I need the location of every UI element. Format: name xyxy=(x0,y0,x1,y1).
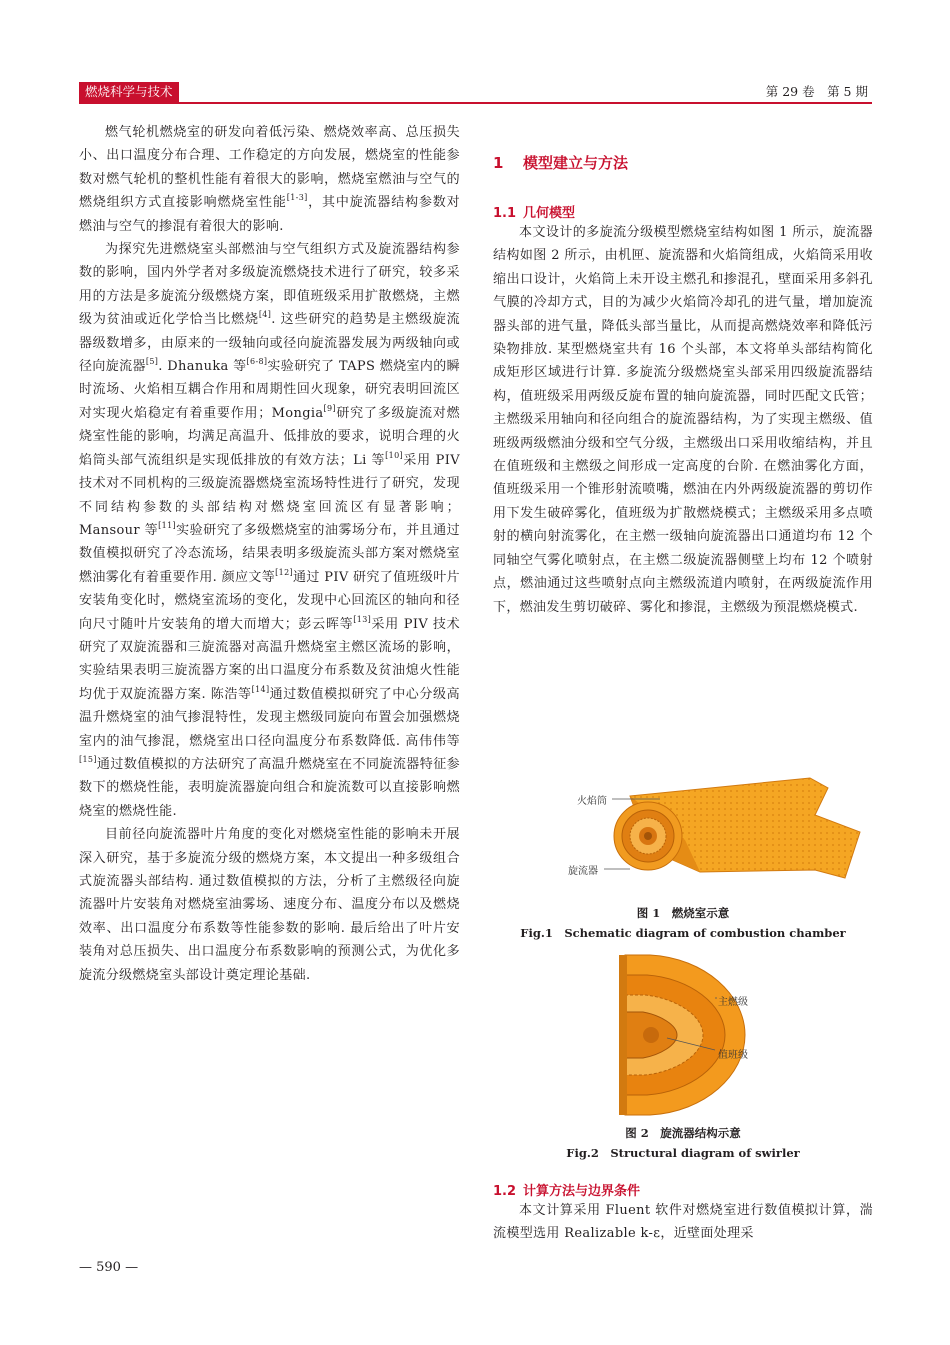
citation-ref: [14] xyxy=(251,684,270,694)
citation-ref: [6-8] xyxy=(246,357,268,367)
journal-name: 燃烧科学与技术 xyxy=(79,82,179,102)
header-rule xyxy=(79,102,872,104)
subsection-title: 几何模型 xyxy=(523,206,576,221)
citation-ref: [9] xyxy=(323,403,336,413)
citation-ref: [11] xyxy=(158,520,176,530)
citation-ref: [12] xyxy=(275,567,293,577)
figure-1-caption-cn: 图 1 燃烧室示意 xyxy=(636,906,730,920)
section-number: 1 xyxy=(493,154,504,172)
citation-ref: [1-3] xyxy=(286,193,308,203)
figure-1-caption-en: Fig.1 Schematic diagram of combustion chamber xyxy=(520,926,846,940)
liner-label: 火焰筒 xyxy=(577,796,607,807)
swirler-section-shape xyxy=(619,955,745,1115)
geometry-paragraph: 本文设计的多旋流分级模型燃烧室结构如图 1 所示，旋流器结构如图 2 所示，由机匣、旋流器和火焰筒组成，火焰筒采用收缩出口设计，火焰筒上未开设主燃孔和掺混孔，壁面采用多斜孔气膜的冷却方式，目的为减少火焰筒冷却孔的进气量，增加旋流器头部的进气量，降低头部当量比，从而提高燃烧效率和降低污染物排放. 某型燃烧室共有 16 个头部，本文将单头部结构简化成矩形区域进行计算. 多旋流分级燃烧室头部采用四级旋流器结构，值班级采用两级反旋布置的轴向旋流器，同时匹配文氏管；主燃级采用轴向和径向组合的旋流器结构，为了实现主燃级、值班级两级燃油分级和空气分级，主燃级出口采用收缩结构，并且在值班级和主燃级之间形成一定高度的台阶. 在燃油雾化方面，值班级采用一个锥形射流喷嘴，燃油在内外两级旋流器的剪切作用下发生破碎雾化，值班级为扩散燃烧模式；主燃级采用多点喷射的横向射流雾化，在主燃一级轴向旋流器出口通道均布 12 个同轴空气雾化喷射点，在主燃二级旋流器侧壁上均布 12 个喷射点，燃油通过这些喷射点向主燃级流道内喷射，在两级旋流作用下，燃油发生剪切破碎、雾化和掺混，主燃级为预混燃烧模式. xyxy=(493,225,873,615)
subsection-heading-1-1 xyxy=(493,202,575,221)
figure-2-caption-en: Fig.2 Structural diagram of swirler xyxy=(566,1146,800,1160)
section-heading-1 xyxy=(493,152,628,173)
figure-2-caption-cn: 图 2 旋流器结构示意 xyxy=(625,1126,741,1140)
citation-ref: [4] xyxy=(258,310,272,320)
method-paragraph: 本文计算采用 Fluent 软件对燃烧室进行数值模拟计算，湍流模型选用 Realizable k-ε，近壁面处理采 xyxy=(493,1203,873,1242)
right-column-para-2 xyxy=(493,1199,873,1246)
citation-ref: [10] xyxy=(385,450,403,460)
main-stage-label: 主燃级 xyxy=(718,997,748,1008)
section-title: 模型建立与方法 xyxy=(523,154,629,172)
swirler-shape xyxy=(614,802,682,870)
intro-paragraph-3: 目前径向旋流器叶片角度的变化对燃烧室性能的影响未开展深入研究，基于多旋流分级的燃烧方案，本文提出一种多级组合式旋流器头部结构. 通过数值模拟的方法，分析了主燃级径向旋流器叶片安装角对燃烧室油雾场、速度分布、温度分布以及燃烧效率、出口温度分布系数等性能参数的影响. 最后给出了叶片安装角对总压损失、出口温度分布系数影响的预测公式，为优化多旋流分级燃烧室头部设计奠定理论基础. xyxy=(79,827,460,983)
combustor-figure xyxy=(560,770,880,900)
running-header xyxy=(79,82,872,104)
intro-paragraph-1: 燃气轮机燃烧室的研发向着低污染、燃烧效率高、总压损失小、出口温度分布合理、工作稳定的方向发展，燃烧室的性能参数对燃气轮机的整机性能有着很大的影响，燃烧室燃油与空气的燃烧组织方式直接影响燃烧室性能[1-3]，其中旋流器结构参数对燃油与空气的掺混有着很大的影响. xyxy=(79,125,460,234)
citation-ref: [13] xyxy=(353,614,372,624)
citation-ref: [5] xyxy=(145,357,159,367)
subsection-heading-1-2 xyxy=(493,1180,640,1199)
subsection-title: 计算方法与边界条件 xyxy=(523,1184,641,1199)
issue-info: 第 29 卷 第 5 期 xyxy=(765,84,868,99)
subsection-number: 1.2 xyxy=(493,1184,517,1199)
left-column xyxy=(79,121,460,987)
pilot-stage-label: 值班级 xyxy=(718,1050,748,1061)
swirler-label: 旋流器 xyxy=(568,866,598,877)
right-column-para-1 xyxy=(493,221,873,619)
subsection-number: 1.1 xyxy=(493,206,517,221)
page-number: — 590 — xyxy=(79,1260,139,1275)
intro-paragraph-2: 为探究先进燃烧室头部燃油与空气组织方式及旋流器结构参数的影响，国内外学者对多级旋流燃烧技术进行了研究，较多采用的方法是多旋流分级燃烧方案，即值班级采用扩散燃烧，主燃级为贫油或近化学恰当比燃烧[4]. 这些研究的趋势是主燃级旋流器级数增多，由原来的一级轴向或径向旋流器发展为两级轴向或径向旋流器[5]. Dhanuka 等[6-8]实验研究了 TAPS 燃烧室内的瞬时流场、火焰相互耦合作用和周期性回火现象，研究表明回流区对实现火焰稳定有着重要作用；Mongia[9]研究了多级旋流对燃烧室性能的影响，均满足高温升、低排放的要求，说明合理的火焰筒头部气流组织是实现低排放的有效方法；Li 等[10]采用 PIV 技术对不同机构的三级旋流器燃烧室流场特性进行了研究，发现不同结构参数的头部结构对燃烧室回流区有显著影响；Mansour 等[11]实验研究了多级燃烧室的油雾场分布，并且通过数值模拟研究了冷态流场，结果表明多级旋流头部方案对燃烧室燃油雾化有着重要作用. 颜应文等[12]通过 PIV 研究了值班级叶片安装角变化时，燃烧室流场的变化，发现中心回流区的轴向和径向尺寸随叶片安装角的增大而增大；彭云晖等[13]采用 PIV 技术研究了双旋流器和三旋流器对高温升燃烧室主燃区流场的影响，实验结果表明三旋流器方案的出口温度分布系数及贫油熄火性能均优于双旋流器方案. 陈浩等[14]通过数值模拟研究了中心分级高温升燃烧室的油气掺混特性，发现主燃级同旋向布置会加强燃烧室内的油气掺混，燃烧室出口径向温度分布系数降低. 高伟伟等[15]通过数值模拟的方法研究了高温升燃烧室在不同旋流器特征参数下的燃烧性能，表明旋流器旋向组合和旋流数可以直接影响燃烧室的燃烧性能. xyxy=(79,242,461,819)
citation-ref: [15] xyxy=(79,754,97,764)
swirler-figure xyxy=(605,950,765,1120)
